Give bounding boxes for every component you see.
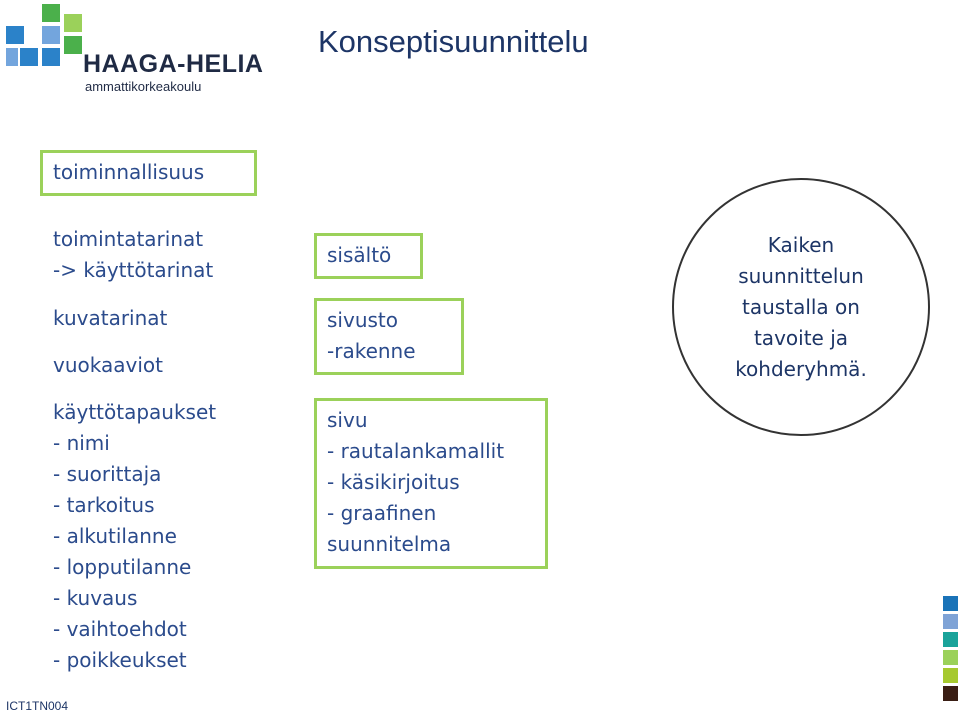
goal-line: Kaiken: [767, 232, 835, 257]
goal-circle: [672, 178, 930, 436]
site-structure-box: [314, 298, 464, 375]
use-case-line: - suorittaja: [53, 462, 162, 486]
functionality-box: [40, 150, 257, 196]
logo-square: [64, 14, 82, 32]
use-case-line: - poikkeukset: [53, 648, 187, 672]
stories-line: -> käyttötarinat: [53, 258, 214, 282]
page-line: - graafinen: [327, 501, 437, 525]
logo-square: [42, 26, 60, 44]
content-box: [314, 233, 423, 279]
logo-subtitle: ammattikorkeakoulu: [85, 79, 202, 94]
use-case-line: - kuvaus: [53, 586, 138, 610]
side-square: [943, 596, 958, 611]
flowcharts-text: vuokaaviot: [53, 353, 163, 377]
logo-square: [6, 48, 18, 66]
page-line: - rautalankamallit: [327, 439, 505, 463]
use-case-line: - vaihtoehdot: [53, 617, 187, 641]
logo-square: [42, 4, 60, 22]
site-structure-line: -rakenne: [327, 339, 416, 363]
logo-square: [42, 48, 60, 66]
side-square: [943, 686, 958, 701]
side-square: [943, 668, 958, 683]
goal-line: tavoite ja: [753, 325, 849, 350]
page-line: suunnitelma: [327, 532, 452, 556]
side-square: [943, 632, 958, 647]
page-line: - käsikirjoitus: [327, 470, 460, 494]
course-code: ICT1TN004: [6, 699, 69, 713]
side-square: [943, 614, 958, 629]
content-label: sisältö: [327, 243, 392, 267]
use-case-line: käyttötapaukset: [53, 400, 217, 424]
logo-square: [6, 26, 24, 44]
use-case-line: - lopputilanne: [53, 555, 192, 579]
use-case-line: - tarkoitus: [53, 493, 155, 517]
side-square: [943, 650, 958, 665]
stories-text: [53, 224, 213, 286]
haaga-helia-logo: [6, 4, 264, 94]
use-case-line: - alkutilanne: [53, 524, 177, 548]
site-structure-line: sivusto: [327, 308, 398, 332]
goal-line: kohderyhmä.: [735, 356, 867, 381]
use-case-line: - nimi: [53, 431, 110, 455]
page-line: sivu: [327, 408, 368, 432]
goal-circle-text: [735, 230, 867, 385]
use-cases-text: [53, 397, 216, 676]
logo-square: [20, 48, 38, 66]
storyboards-text: kuvatarinat: [53, 306, 168, 330]
goal-line: suunnittelun: [738, 263, 864, 288]
functionality-label: toiminnallisuus: [53, 160, 205, 184]
slide-title: Konseptisuunnittelu: [318, 24, 589, 59]
goal-line: taustalla on: [742, 294, 860, 319]
stories-line: toimintatarinat: [53, 227, 204, 251]
logo-square: [64, 36, 82, 54]
logo-name: HAAGA-HELIA: [83, 50, 264, 78]
page-box: [314, 398, 548, 569]
